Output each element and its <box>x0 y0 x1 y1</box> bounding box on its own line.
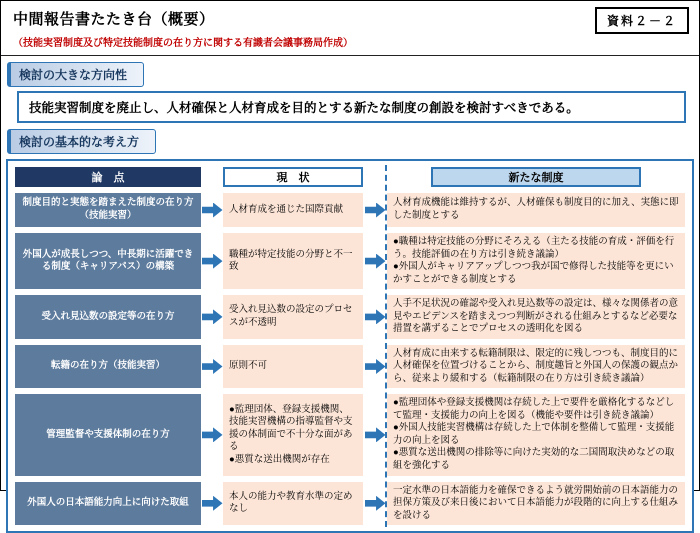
new-system-cell: ●監理団体や登録支援機関は存続した上で要件を厳格化するなどして監理・支援能力の向上を図る（機能や要件は引き続き議論） ●外国人技能実習機構は存続した上で体制を整備して監理・支援能力の向上を図る ●悪質な送出機関の排除等に向けた実効的な二国間取決めなどの取組を強化する <box>387 394 685 475</box>
new-system-cell: 人材育成機能は維持するが、人材確保も制度目的に加え、実態に即した制度とする <box>387 193 685 227</box>
new-system-cell: 人手不足状況の確認や受入れ見込数等の設定は、様々な関係者の意見やエビデンスを踏まえつつ判断がされる仕組みとするなど必要な措置を講ずることでプロセスの透明化を図る <box>387 295 685 339</box>
new-system-cell: 一定水準の日本語能力を確保できるよう就労開始前の日本語能力の担保方策及び来日後において日本語能力が段階的に向上する仕組みを設ける <box>387 482 685 526</box>
topic-cell: 外国人が成長しつつ、中長期に活躍できる制度（キャリアパス）の構築 <box>15 233 201 289</box>
topic-cell: 制度目的と実態を踏まえた制度の在り方（技能実習） <box>15 193 201 227</box>
right-arrow-icon <box>365 496 386 511</box>
right-arrow-icon <box>365 427 386 442</box>
page-title: 中間報告書たたき台（概要） <box>13 11 215 28</box>
current-cell: 原則不可 <box>223 345 363 389</box>
framework-table <box>6 159 694 533</box>
topic-cell: 受入れ見込数の設定等の在り方 <box>15 295 201 339</box>
right-arrow-icon <box>365 309 386 324</box>
current-cell: 人材育成を通じた国際貢献 <box>223 193 363 227</box>
topic-cell: 転籍の在り方（技能実習） <box>15 345 201 389</box>
direction-section-heading: 検討の大きな方向性 <box>7 62 144 87</box>
topic-cell: 外国人の日本語能力向上に向けた取組 <box>15 482 201 526</box>
header-spacer-1 <box>201 167 223 187</box>
column-header-current: 現 状 <box>223 167 363 187</box>
new-system-cell: 人材育成に由来する転籍制限は、限定的に残しつつも、制度目的に人材確保を位置づけることから、制度趣旨と外国人の保護の観点から、従来より緩和する（転籍制限の在り方は引き続き議論） <box>387 345 685 389</box>
right-arrow-icon <box>202 309 223 324</box>
right-arrow-icon <box>202 496 223 511</box>
doc-ref-badge: 資料２－２ <box>595 7 689 34</box>
right-arrow-icon <box>365 359 386 374</box>
topic-cell: 管理監督や支援体制の在り方 <box>15 394 201 475</box>
column-header-new-system: 新たな制度 <box>431 167 641 187</box>
header-spacer-2 <box>363 167 387 187</box>
current-cell: ●監理団体、登録支援機関、技能実習機構の指導監督や支援の体制面で不十分な面がある ●悪質な送出機関が存在 <box>223 394 363 475</box>
framework-section-heading: 検討の基本的な考え方 <box>7 129 156 154</box>
current-cell: 本人の能力や教育水準の定めなし <box>223 482 363 526</box>
page-subtitle: （技能実習制度及び特定技能制度の在り方に関する有識者会議事務局作成） <box>13 38 353 49</box>
framework-grid <box>15 167 685 525</box>
right-arrow-icon <box>202 254 223 269</box>
current-cell: 職種が特定技能の分野と不一致 <box>223 233 363 289</box>
right-arrow-icon <box>202 427 223 442</box>
right-arrow-icon <box>202 203 223 218</box>
new-system-cell: ●職種は特定技能の分野にそろえる（主たる技能の育成・評価を行う。技能評価の在り方は引き続き議論） ●外国人がキャリアアップしつつ我が国で修得した技能等を更にいかすことができる制度とする <box>387 233 685 289</box>
right-arrow-icon <box>202 359 223 374</box>
column-header-topic: 論 点 <box>15 167 201 187</box>
right-arrow-icon <box>365 254 386 269</box>
right-arrow-icon <box>365 203 386 218</box>
page-header <box>1 1 699 56</box>
direction-statement: 技能実習制度を廃止し、人材確保と人材育成を目的とする新たな制度の創設を検討すべきである。 <box>17 91 686 123</box>
current-cell: 受入れ見込数の設定のプロセスが不透明 <box>223 295 363 339</box>
